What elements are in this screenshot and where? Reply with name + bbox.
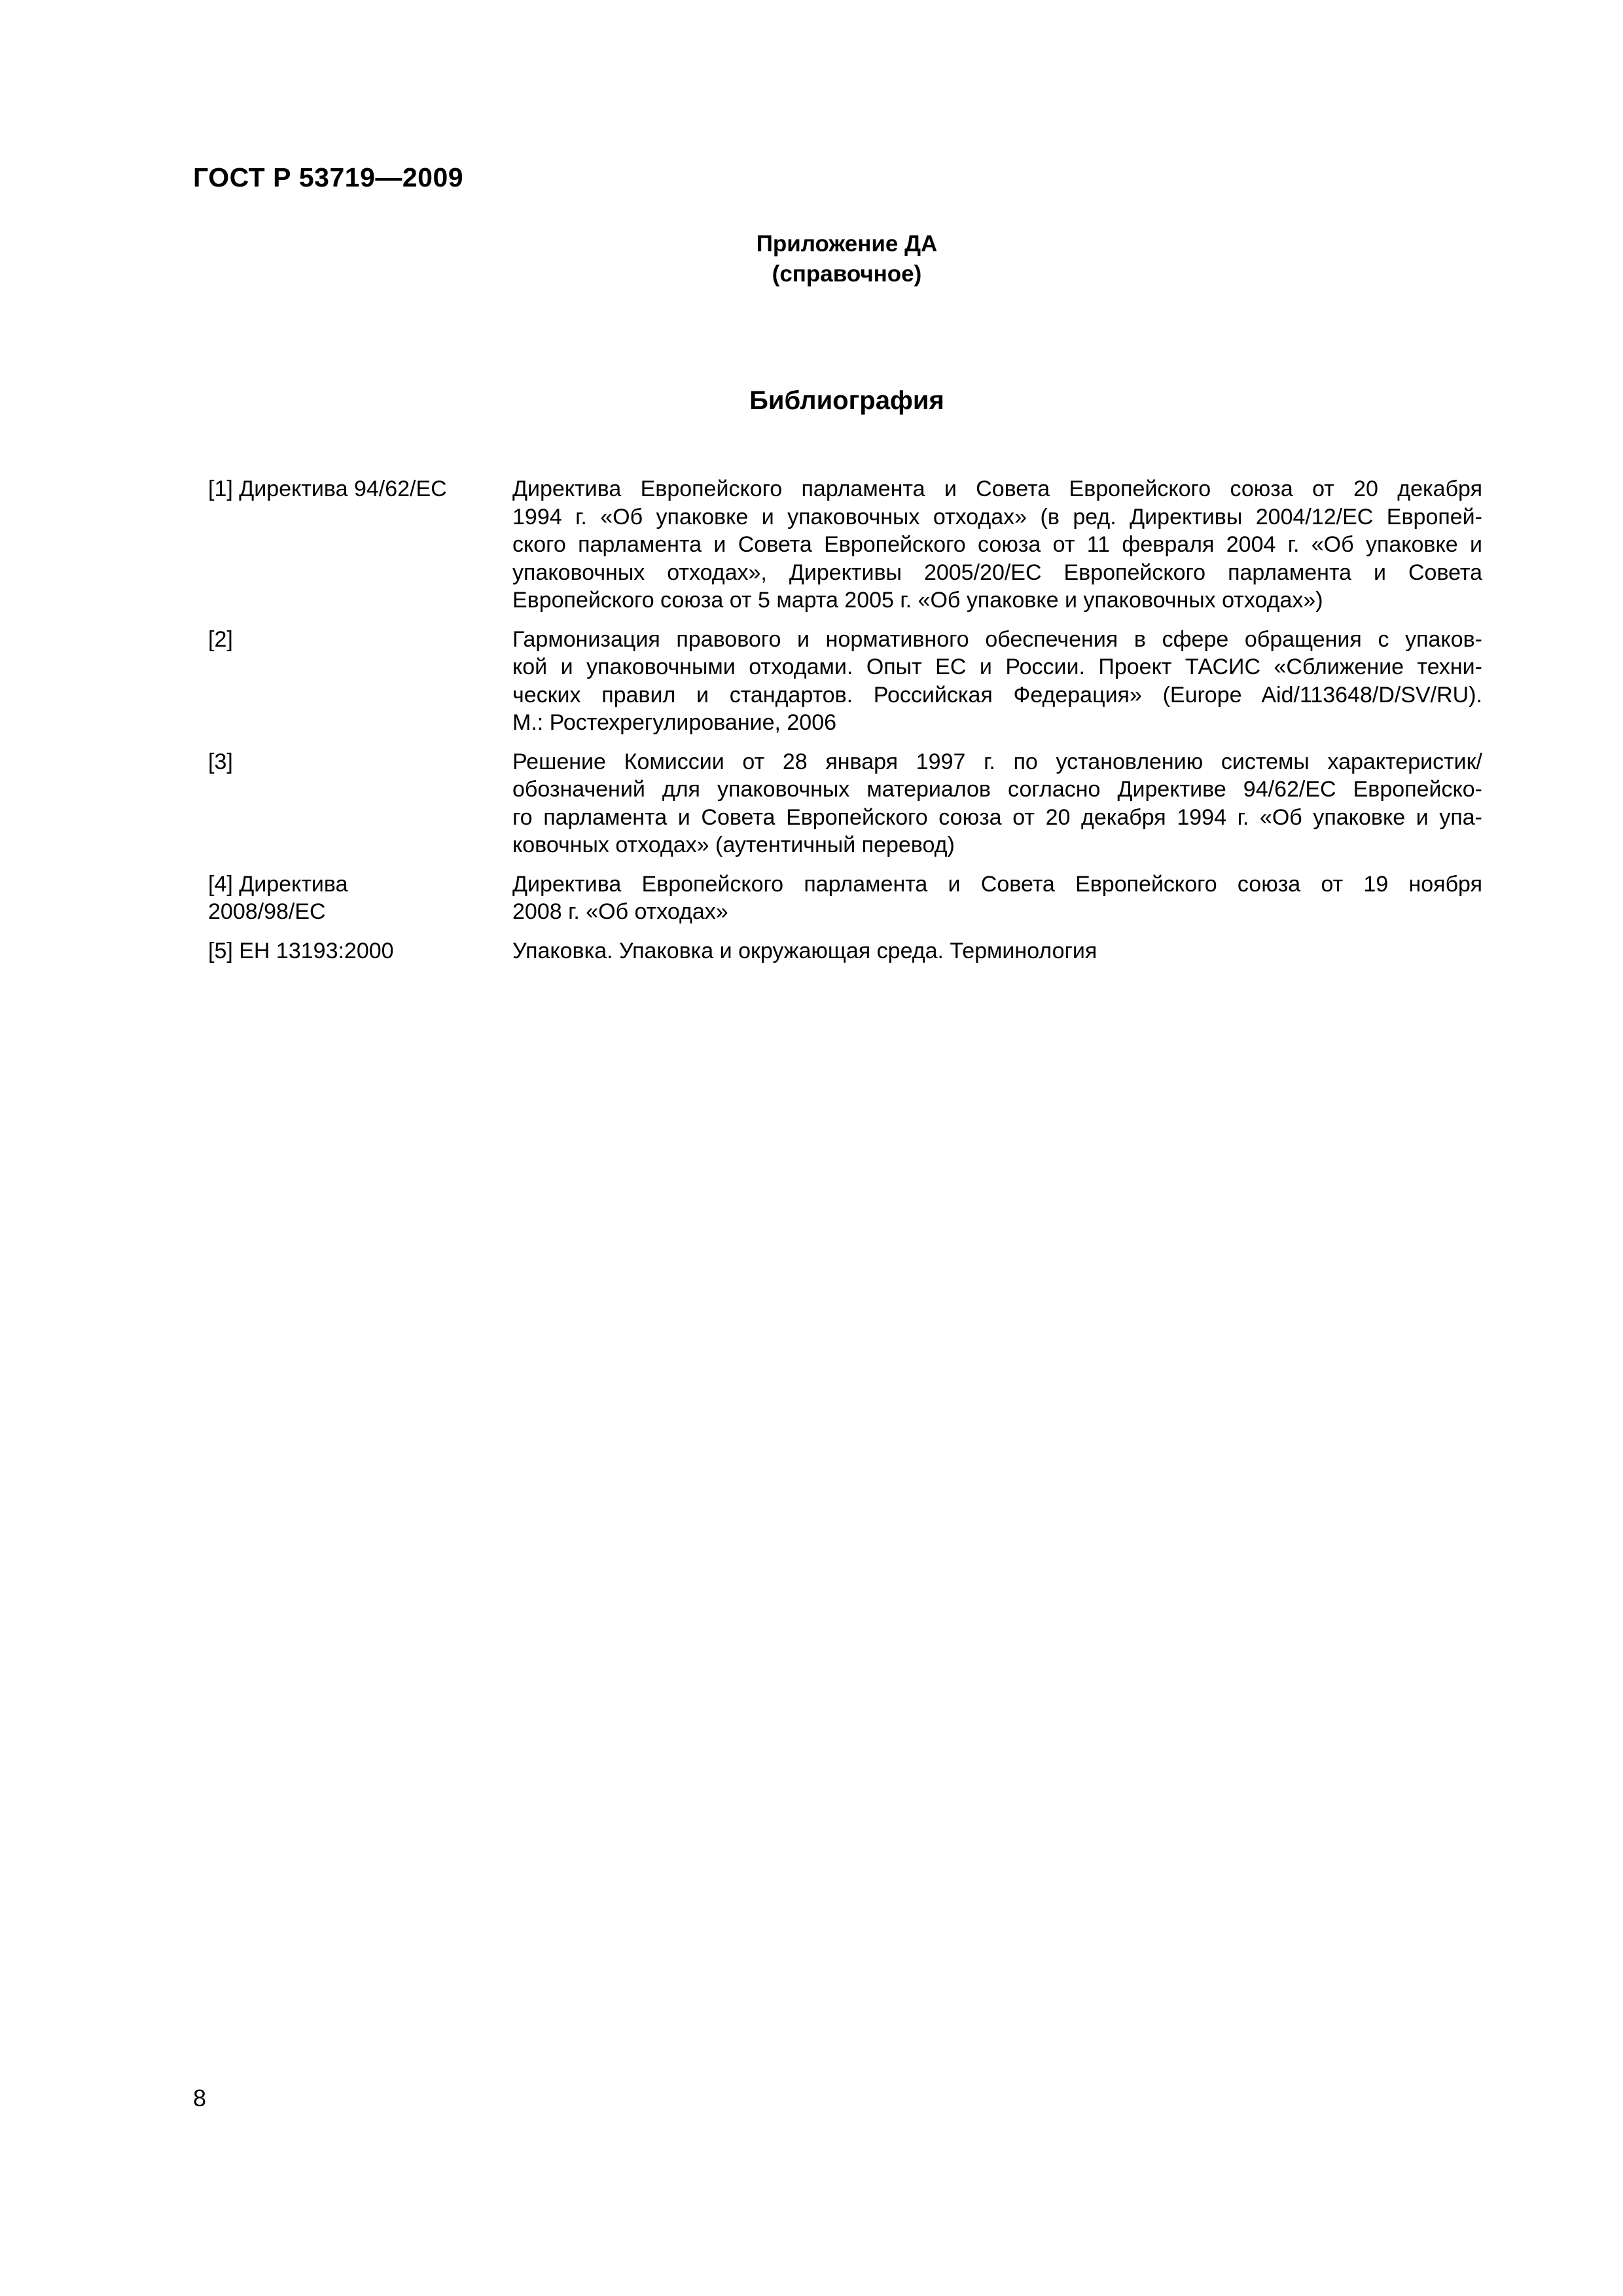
bibliography-text-line: Упаковка. Упаковка и окружающая среда. Терминология bbox=[512, 938, 1097, 963]
bibliography-text-line: кой и упаковочными отходами. Опыт ЕС и России. Проект ТАСИС «Сближение техни- bbox=[512, 655, 1482, 679]
bibliography-text-line: Директива Европейского парламента и Совета Европейского союза от 20 декабря bbox=[512, 476, 1482, 501]
bibliography-entry bbox=[208, 870, 1482, 926]
page-number: 8 bbox=[193, 2085, 207, 2111]
bibliography-text bbox=[512, 475, 1482, 615]
bibliography-text-line: обозначений для упаковочных материалов согласно Директиве 94/62/ЕС Европейско- bbox=[512, 777, 1482, 802]
bibliography-text-line: ческих правил и стандартов. Российская Федерация» (Europe Aid/113648/D/SV/RU). bbox=[512, 682, 1482, 708]
bibliography-entry bbox=[208, 748, 1482, 859]
bibliography-text-line: ского парламента и Совета Европейского союза от 11 февраля 2004 г. «Об упаковке и bbox=[512, 532, 1482, 557]
bibliography-text-line: го парламента и Совета Европейского союза от 20 декабря 1994 г. «Об упаковке и упа- bbox=[512, 804, 1482, 830]
bibliography-entry bbox=[208, 475, 1482, 615]
appendix-title: Приложение ДА bbox=[756, 231, 938, 257]
bibliography-ref bbox=[208, 475, 512, 615]
bibliography-ref-label: [5] ЕН 13193:2000 bbox=[208, 938, 394, 963]
bibliography-list bbox=[208, 475, 1482, 976]
bibliography-ref bbox=[208, 626, 512, 737]
bibliography-ref-label: [4] Директива bbox=[208, 871, 348, 897]
bibliography-text-line: ковочных отходах» (аутентичный перевод) bbox=[512, 833, 955, 857]
bibliography-text bbox=[512, 937, 1482, 965]
bibliography-ref bbox=[208, 870, 512, 926]
bibliography-text-line: 2008 г. «Об отходах» bbox=[512, 899, 728, 924]
bibliography-entry bbox=[208, 937, 1482, 965]
bibliography-ref-label: [3] bbox=[208, 749, 233, 774]
bibliography-text bbox=[512, 626, 1482, 737]
bibliography-text-line: 1994 г. «Об упаковке и упаковочных отходах» (в ред. Директивы 2004/12/ЕС Европей- bbox=[512, 504, 1482, 529]
bibliography-ref-label: [1] Директива 94/62/ЕС bbox=[208, 476, 447, 501]
bibliography-text-line: Гармонизация правового и нормативного обеспечения в сфере обращения с упаков- bbox=[512, 626, 1482, 652]
bibliography-text-line: Решение Комиссии от 28 января 1997 г. по установлению системы характеристик/ bbox=[512, 749, 1482, 774]
bibliography-text bbox=[512, 870, 1482, 926]
bibliography-text bbox=[512, 748, 1482, 859]
appendix-subtitle: (справочное) bbox=[772, 261, 922, 287]
bibliography-text-line: М.: Ростехрегулирование, 2006 bbox=[512, 710, 837, 735]
bibliography-entry bbox=[208, 626, 1482, 737]
bibliography-text-line: Директива Европейского парламента и Совета Европейского союза от 19 ноября bbox=[512, 871, 1482, 897]
bibliography-ref-label: [2] bbox=[208, 626, 233, 652]
bibliography-ref-label: 2008/98/ЕС bbox=[208, 899, 326, 924]
bibliography-ref bbox=[208, 937, 512, 965]
section-title: Библиография bbox=[749, 386, 944, 415]
bibliography-text-line: Европейского союза от 5 марта 2005 г. «Об упаковке и упаковочных отходах») bbox=[512, 588, 1323, 613]
document-code-header: ГОСТ Р 53719—2009 bbox=[193, 162, 464, 192]
bibliography-ref bbox=[208, 748, 512, 859]
bibliography-text-line: упаковочных отходах», Директивы 2005/20/ЕС Европейского парламента и Совета bbox=[512, 560, 1482, 585]
